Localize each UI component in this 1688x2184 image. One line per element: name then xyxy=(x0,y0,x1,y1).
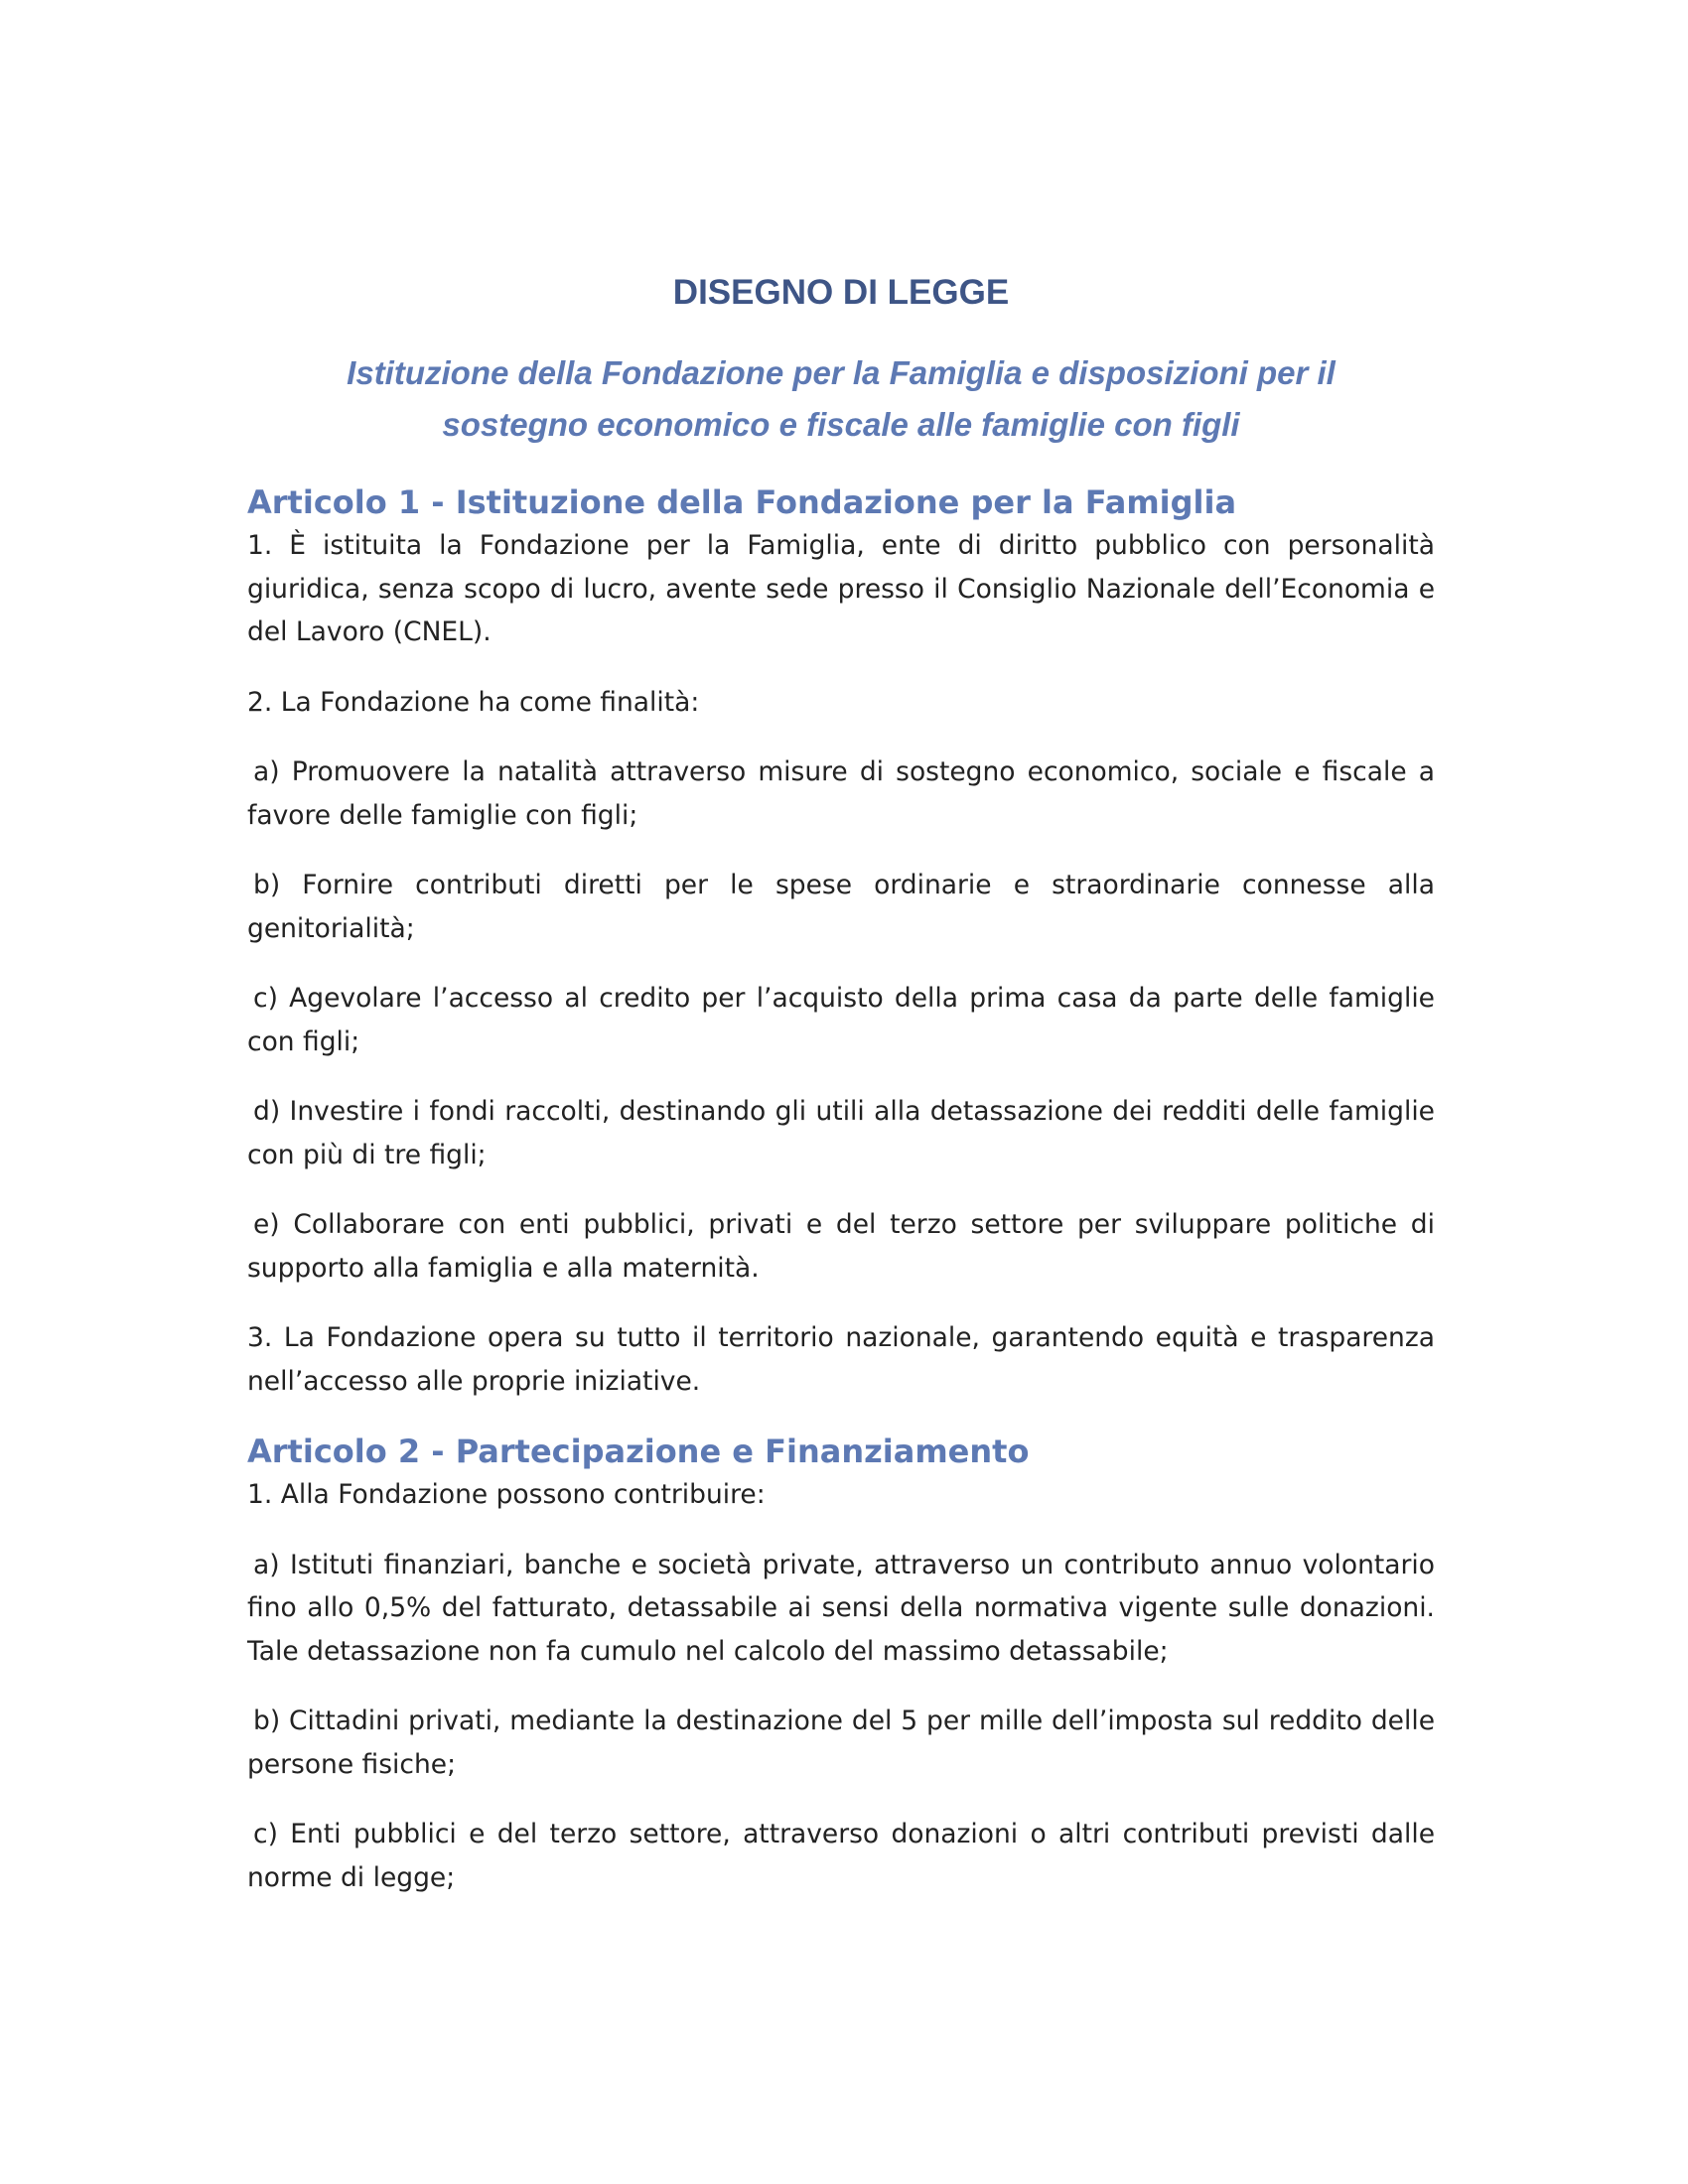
article-heading: Articolo 1 - Istituzione della Fondazione per la Famiglia xyxy=(247,483,1237,521)
article-2 xyxy=(247,1430,1435,1899)
article-heading: Articolo 2 - Partecipazione e Finanziamento xyxy=(247,1433,1030,1470)
article-paragraph: 1. Alla Fondazione possono contribuire: xyxy=(247,1479,766,1510)
document-title: DISEGNO DI LEGGE xyxy=(672,273,1010,312)
document-page xyxy=(247,268,1435,1926)
article-paragraph: 3. La Fondazione opera su tutto il territorio nazionale, garantendo equità e trasparenza nell’accesso alle proprie iniziative. xyxy=(247,1322,1435,1397)
article-paragraph: 2. La Fondazione ha come finalità: xyxy=(247,686,700,718)
list-item: c) Agevolare l’accesso al credito per l’acquisto della prima casa da parte delle famiglie con figli; xyxy=(247,983,1435,1057)
article-1 xyxy=(247,480,1435,1403)
list-item: a) Promuovere la natalità attraverso misure di sostegno economico, sociale e fiscale a favore delle famiglie con figli; xyxy=(247,756,1435,831)
article-paragraph: 1. È istituita la Fondazione per la Famiglia, ente di diritto pubblico con personalità giuridica, senza scopo di lucro, avente sede presso il Consiglio Nazionale dell’Economia e del Lavoro (CNEL). xyxy=(247,530,1435,647)
list-item: c) Enti pubblici e del terzo settore, attraverso donazioni o altri contributi previsti dalle norme di legge; xyxy=(247,1819,1435,1893)
document-subtitle: Istituzione della Fondazione per la Famiglia e disposizioni per il sostegno economico e fiscale alle famiglie con figli xyxy=(347,354,1336,443)
list-item: b) Fornire contributi diretti per le spese ordinarie e straordinarie connesse alla genitorialità; xyxy=(247,870,1435,944)
list-item: d) Investire i fondi raccolti, destinando gli utili alla detassazione dei redditi delle famiglie con più di tre figli; xyxy=(247,1096,1435,1170)
list-item: b) Cittadini privati, mediante la destinazione del 5 per mille dell’imposta sul reddito delle persone fisiche; xyxy=(247,1706,1435,1780)
list-item: e) Collaborare con enti pubblici, privati e del terzo settore per sviluppare politiche di supporto alla famiglia e alla maternità. xyxy=(247,1209,1435,1284)
list-item: a) Istituti finanziari, banche e società private, attraverso un contributo annuo volontario fino allo 0,5% del fatturato, detassabile ai sensi della normativa vigente sulle donazioni. Tale detassazione non fa cumulo nel calcolo del massimo detassabile; xyxy=(247,1549,1435,1667)
